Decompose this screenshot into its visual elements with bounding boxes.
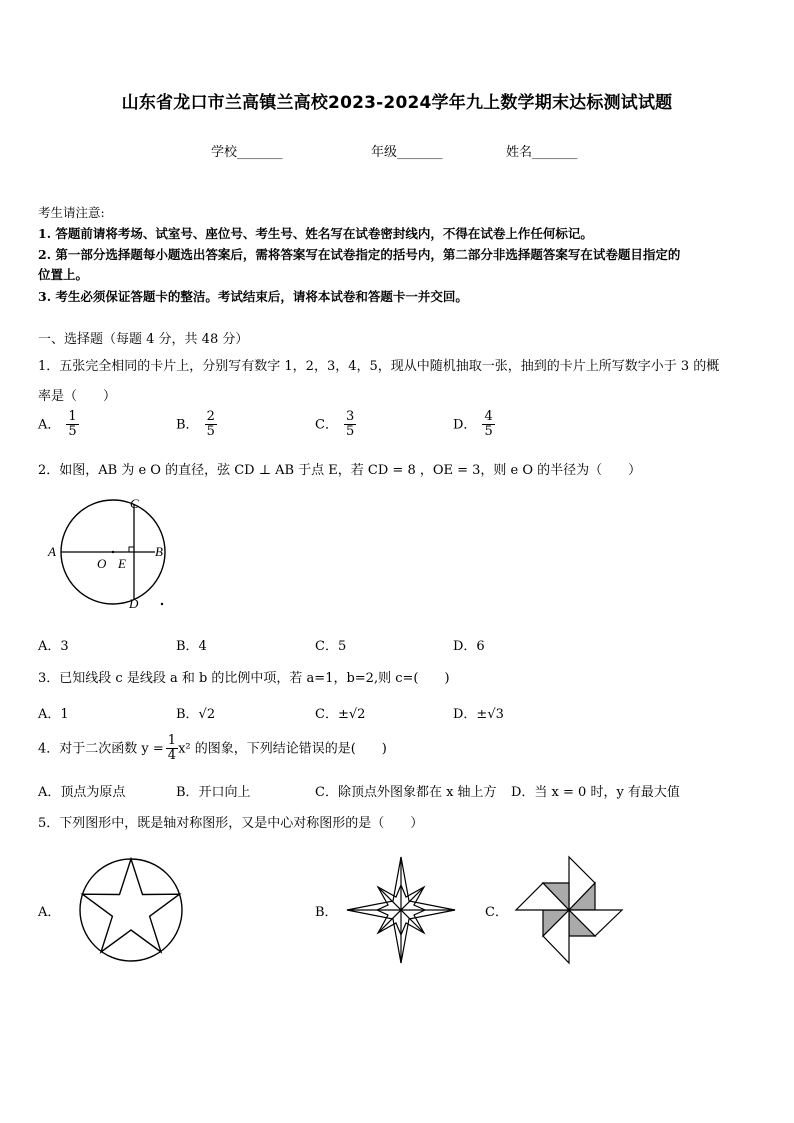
fraction: [205, 410, 217, 440]
fraction: [344, 410, 356, 440]
notice-item-2-cont: 位置上。: [38, 267, 89, 282]
q5-option-b-label: B．: [315, 905, 338, 920]
circle-chord-figure: [40, 490, 180, 615]
q2-option-a: A．3: [38, 639, 69, 654]
q4-prefix: 4．对于二次函数 y =: [38, 741, 164, 757]
circle-star-figure: [78, 857, 184, 963]
question-5: 5．下列图形中，既是轴对称图形，又是中心对称图形的是（ ）: [38, 816, 424, 831]
q1-option-b: [176, 410, 217, 440]
page-title: 山东省龙口市兰高镇兰高校2023-2024学年九上数学期末达标测试试题: [121, 93, 673, 113]
q3-option-a: A．1: [38, 707, 69, 722]
label-o: O: [97, 556, 107, 571]
notice-item-1: 1. 答题前请将考场、试室号、座位号、考生号、姓名写在试卷密封线内，不得在试卷上作任何标记。: [38, 226, 593, 241]
fraction: [166, 734, 178, 764]
fraction: [66, 410, 78, 440]
fraction-numerator: 3: [345, 409, 355, 424]
q2-option-c: C．5: [315, 639, 347, 654]
section-heading: 一、选择题（每题 4 分，共 48 分）: [38, 332, 249, 347]
notice-item-3: 3. 考生必须保证答题卡的整洁。考试结束后，请将本试卷和答题卡一并交回。: [38, 289, 468, 304]
label-c: C: [130, 496, 139, 511]
q4-option-b: B．开口向上: [176, 785, 251, 800]
label-b: B: [155, 544, 163, 559]
q1-option-a: [38, 410, 79, 440]
name-field: 姓名_______: [506, 145, 578, 160]
question-3: 3．已知线段 c 是线段 a 和 b 的比例中项，若 a=1，b=2,则 c=( ): [38, 671, 450, 686]
five-point-star: [83, 859, 180, 952]
q5-option-c-label: C．: [485, 905, 508, 920]
q4-option-c: C．除顶点外图象都在 x 轴上方: [315, 785, 497, 800]
notice-item-2: 2. 第一部分选择题每小题选出答案后，需将答案写在试卷指定的括号内，第二部分非选择题答案写在试卷题目指定的: [38, 247, 681, 262]
fraction-numerator: 4: [484, 409, 493, 424]
fraction-numerator: 1: [68, 409, 77, 424]
outer-circle: [80, 859, 182, 961]
fraction-denominator: 5: [345, 424, 355, 440]
notice-heading: 考生请注意:: [38, 205, 105, 220]
question-1-line2: 率是（ ）: [38, 389, 117, 404]
q2-option-b: B．4: [176, 639, 207, 654]
question-2: 2．如图，AB 为 e O 的直径，弦 CD ⊥ AB 于点 E，若 CD = 8 ，OE = 3，则 e O 的半径为（ ）: [38, 463, 642, 478]
option-label: D．: [453, 417, 477, 433]
q5-option-a-label: A．: [38, 905, 61, 920]
right-angle-mark: [129, 547, 134, 552]
fraction: [482, 410, 494, 440]
fraction-denominator: 5: [206, 424, 215, 440]
option-label: C．: [315, 417, 338, 433]
fraction-denominator: 5: [68, 424, 77, 440]
fraction-denominator: 5: [484, 424, 493, 440]
fraction-numerator: 1: [167, 733, 177, 748]
school-field: 学校_______: [211, 145, 283, 160]
fraction-numerator: 2: [206, 409, 215, 424]
question-1-line1: 1．五张完全相同的卡片上，分别写有数字 1，2，3，4，5，现从中随机抽取一张，抽到的卡片上所写数字小于 3 的概: [38, 359, 720, 374]
grade-field: 年级_______: [371, 145, 443, 160]
pinwheel-figure: [512, 855, 626, 965]
q3-option-d: D．±√3: [453, 707, 504, 722]
q4-option-d: D．当 x = 0 时，y 有最大值: [511, 785, 680, 800]
q4-option-a: A．顶点为原点: [38, 785, 126, 800]
option-label: A．: [38, 417, 61, 433]
q3-option-b: B．√2: [176, 707, 216, 722]
label-d: D: [129, 596, 139, 611]
stray-dot: [161, 603, 163, 605]
label-a: A: [48, 544, 56, 559]
center-point: [112, 551, 114, 553]
question-4: [38, 734, 387, 764]
option-label: B．: [176, 417, 199, 433]
q3-option-c: C．±√2: [315, 707, 366, 722]
fraction-denominator: 4: [167, 748, 177, 764]
q1-option-c: [315, 410, 356, 440]
eight-point-star-figure: [345, 855, 457, 965]
q1-option-d: [453, 410, 495, 440]
label-e: E: [118, 556, 126, 571]
q2-option-d: D．6: [453, 639, 485, 654]
q4-suffix: x² 的图象，下列结论错误的是( ): [178, 741, 387, 757]
